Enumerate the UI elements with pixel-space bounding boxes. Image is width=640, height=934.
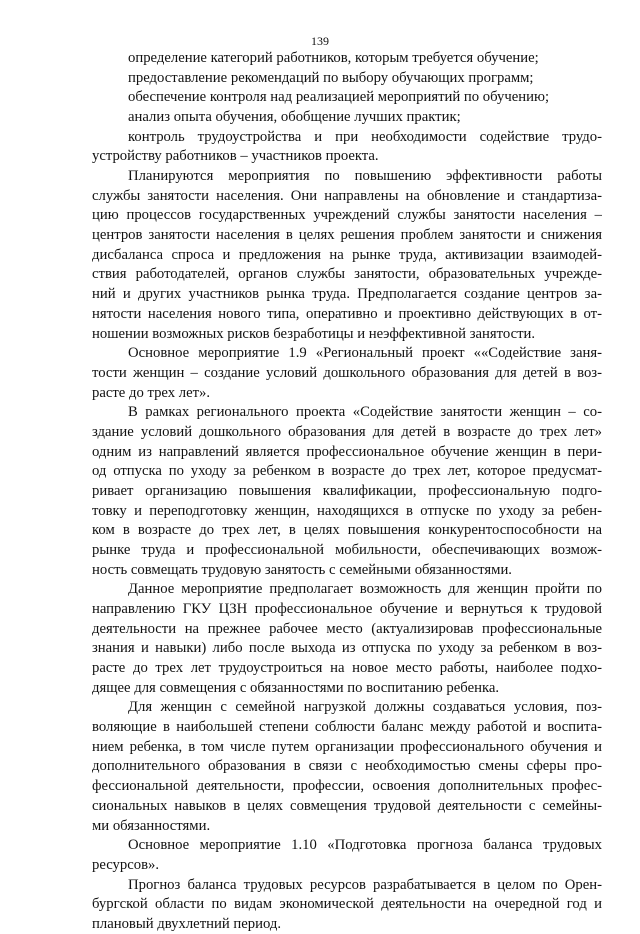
text-line: ривает организацию повышения квалификации, профессиональную подго-	[92, 482, 602, 499]
text-line: тости женщин – создание условий дошкольного образования для детей в воз-	[92, 364, 602, 381]
text-line: фессиональной деятельности, профессии, освоения дополнительных профес-	[92, 778, 602, 795]
text-line: товку и переподготовку женщин, находящихся в отпуске по уходу за ребен-	[92, 502, 602, 519]
text-line: анализ опыта обучения, обобщение лучших практик;	[128, 109, 461, 126]
text-line: нятости населения нового типа, оперативно и проективно действующих в от-	[92, 305, 602, 322]
text-line: одним из направлений является профессиональное обучение женщин в пери-	[92, 443, 602, 460]
text-line: сиональных навыков в целях совмещения трудовой деятельности с семейны-	[92, 797, 602, 814]
text-line: деятельности на прежнее рабочее место (актуализировав профессиональные	[92, 620, 602, 637]
text-line: ность совмещать трудовую занятость с семейными обязанностями.	[92, 561, 512, 578]
text-line: направлению ГКУ ЦЗН профессиональное обучение и вернуться к трудовой	[92, 601, 602, 618]
text-line: воляющие в наибольшей степени соблюсти баланс между работой и воспита-	[92, 719, 602, 736]
text-line: бургской области по видам экономической деятельности на очередной год и	[92, 896, 602, 913]
text-line: определение категорий работников, которым требуется обучение;	[128, 50, 539, 66]
text-line: устройству работников – участников проекта.	[92, 148, 379, 165]
text-line: центров занятости населения в целях решения проблем занятости и снижения	[92, 227, 602, 244]
text-line: Для женщин с семейной нагрузкой должны создаваться условия, поз-	[128, 699, 602, 716]
text-line: здание условий дошкольного образования для детей в возрасте до трех лет»	[92, 423, 602, 440]
text-line: расте до трех лет».	[92, 384, 211, 401]
text-line: обеспечение контроля над реализацией мероприятий по обучению;	[128, 89, 550, 106]
text-line: Прогноз баланса трудовых ресурсов разрабатывается в целом по Орен-	[128, 876, 602, 893]
text-line: Основное мероприятие 1.9 «Региональный проект ««Содействие заня-	[128, 345, 602, 362]
text-line: од отпуска по уходу за ребенком в возрасте до трех лет, которое предусмат-	[92, 463, 602, 480]
text-line: ношении возможных рисков безработицы и неэффективной занятости.	[92, 325, 536, 342]
text-line: ний и других участников рынка труда. Предполагается создание центров за-	[92, 286, 602, 303]
text-line: дящее для совмещения с обязанностями по воспитанию ребенка.	[92, 679, 500, 696]
text-line: Планируются мероприятия по повышению эффективности работы	[128, 168, 602, 185]
text-line: дисбаланса спроса и предложения на рынке труда, активизации взаимодей-	[92, 246, 602, 263]
page-number: 139	[311, 34, 329, 48]
text-line: Основное мероприятие 1.10 «Подготовка прогноза баланса трудовых	[128, 837, 602, 854]
text-line: цию процессов государственных учреждений службы занятости населения –	[92, 207, 602, 224]
text-line: ресурсов».	[92, 856, 160, 873]
text-line: ком в возрасте до трех лет, в целях повышения конкурентоспособности на	[92, 522, 602, 539]
text-line: В рамках регионального проекта «Содействие занятости женщин – со-	[128, 404, 602, 421]
text-line: предоставление рекомендаций по выбору обучающих программ;	[128, 69, 534, 86]
text-line: плановый двухлетний период.	[92, 915, 282, 932]
text-line: ми обязанностями.	[92, 817, 211, 834]
text-line: расте до трех лет трудоустроиться на новое место работы, наиболее подхо-	[92, 660, 602, 677]
text-line: ствия работодателей, органов службы занятости, образовательных учрежде-	[92, 266, 602, 283]
text-line: рынке труда и профессиональной мобильности, обеспечивающих возмож-	[92, 542, 602, 558]
text-line: дополнительного образования в связи с необходимостью смены сферы про-	[92, 758, 602, 775]
text-line: контроль трудоустройства и при необходимости содействие трудо-	[128, 128, 602, 145]
text-line: нием ребенка, в том числе путем организации профессионального обучения и	[92, 738, 602, 755]
text-line: службы занятости населения. Они направлены на обновление и стандартиза-	[92, 187, 602, 204]
text-line: Данное мероприятие предполагает возможность для женщин пройти по	[128, 581, 602, 598]
text-line: знания и навыки) либо после выхода из отпуска по уходу за ребенком в воз-	[92, 640, 602, 657]
